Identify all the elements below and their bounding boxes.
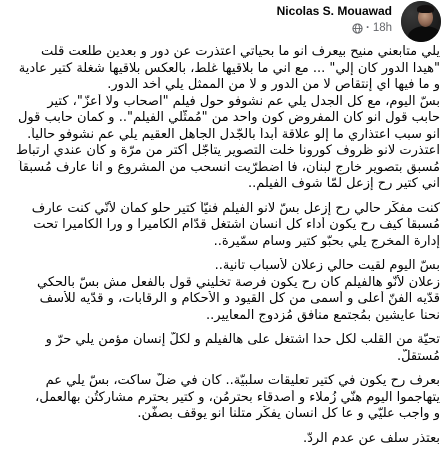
post-text-line: و ما فيها اي إنتقاص لا من الدور و لا من الممثل يلّي أخد الدور. [107,77,440,92]
post-text-line: مُسبقاً كيف رح يكون أداء كل انسان اشتغل قدّام الكاميرا و ورا الكاميرا تحت [33,217,440,232]
post-paragraph [4,201,440,251]
post-text-line: بعتذر سلف عن عدم الردّ. [302,430,440,446]
post-timestamp[interactable]: 18h [372,22,392,34]
post-text-line: كنت مفكّر حالي رح إزعل بسّ لانو الفيلم فنيّاً كتير حلو كمان لأنّي كنت عارف [31,200,440,216]
post-text-line: إدارة المخرج يلّي بحبّو كتير وسام سمّيرة.. [213,233,440,249]
post-text-line: حابب قول انو كان المفروض كون واحد من "مُمثّلي الفيلم".. و كمان حابب قول [17,110,440,125]
post-body [4,44,440,455]
post-paragraph [4,44,440,193]
post-text-line: يلّي متابعني منيح بيعرف انو ما بحياتي اعتذرت عن دور و بعدين طلعت قلت [41,44,440,59]
post-text-line: نحنا عايشين بمُجتمع منافق مُزدوج المعايير.. [206,307,440,323]
post-text-line: اني كتير رح إزعل لمّا شوف الفيلم.. [247,176,440,191]
post-text-line: بعرف رح يكون في كتير تعليقات سلبيّة.. كان في ضلّ ساكت، بسّ يلّي عم [45,373,440,388]
post-meta [352,22,392,34]
globe-icon [352,23,363,34]
post-text-line: قدّيه الفنّ أعلى و أسمى من كل القيود و الأحكام و الرقابات، و قدّيه للأسف [39,291,440,306]
post-text-line: زعلان لأنّو هالفيلم كان رح يكون فرصة تخلّيني قول بالفعل مش بسّ بالحكي [36,274,440,290]
post-paragraph [4,373,440,423]
meta-separator: · [365,22,370,34]
post-text-line: مُسبق بتصوير خارج لبنان، فا اضطرّيت انسحب من المشروع و انا عارف مُسبقاً [18,159,440,175]
post-text-line: بسّ اليوم، مع كل الجدل يلّي عم نشوفو حول فيلم "اصحاب ولا أعزّ"، كتير [47,93,440,109]
post-text-line: و واجب عليّي و عا كل انسان يفكّر متلنا انو يوقف بصفّن. [137,406,440,421]
author-avatar[interactable] [401,1,441,42]
post-paragraph [4,431,440,448]
post-text-line: تحيّة من القلب لكل حدا اشتغل على هالفيلم و لكلّ إنسان مؤمن يلّي حرّ و [45,332,440,347]
post-text-line: اعتذرت لانو ظروف كورونا خلّت التصوير يتأجّل أكتر من مرّة و كان عندي ارتباط [16,143,440,158]
post-paragraph [4,258,440,324]
post-text-line: مُستقلّ. [396,348,440,364]
avatar-shoulders [408,26,441,42]
post-text-line: "هيدا الدور كان إلي" ... مع اني ما بلاقيها غلط، بالعكس بلاقيها شغلة كتير عادية [18,60,440,76]
post-text-line: انو سبب اعتذاري ما إلو علاقة أبداً بالجّدل الجاهل العقيم يلّي عم نشوفو حالياً. [27,126,440,142]
post-paragraph [4,332,440,365]
author-name-link[interactable]: Nicolas S. Mouawad [276,4,392,18]
post-text-line: بسّ اليوم لقيت حالي زعلان لأسباب تانية.. [214,258,440,273]
post-text-line: يتهاجموا اليوم هنّي زُملاء و أصدقاء بحترمُن، و كتير بحترم مشاركتُن بهالعمل، [35,389,440,405]
avatar-hair [417,5,434,13]
